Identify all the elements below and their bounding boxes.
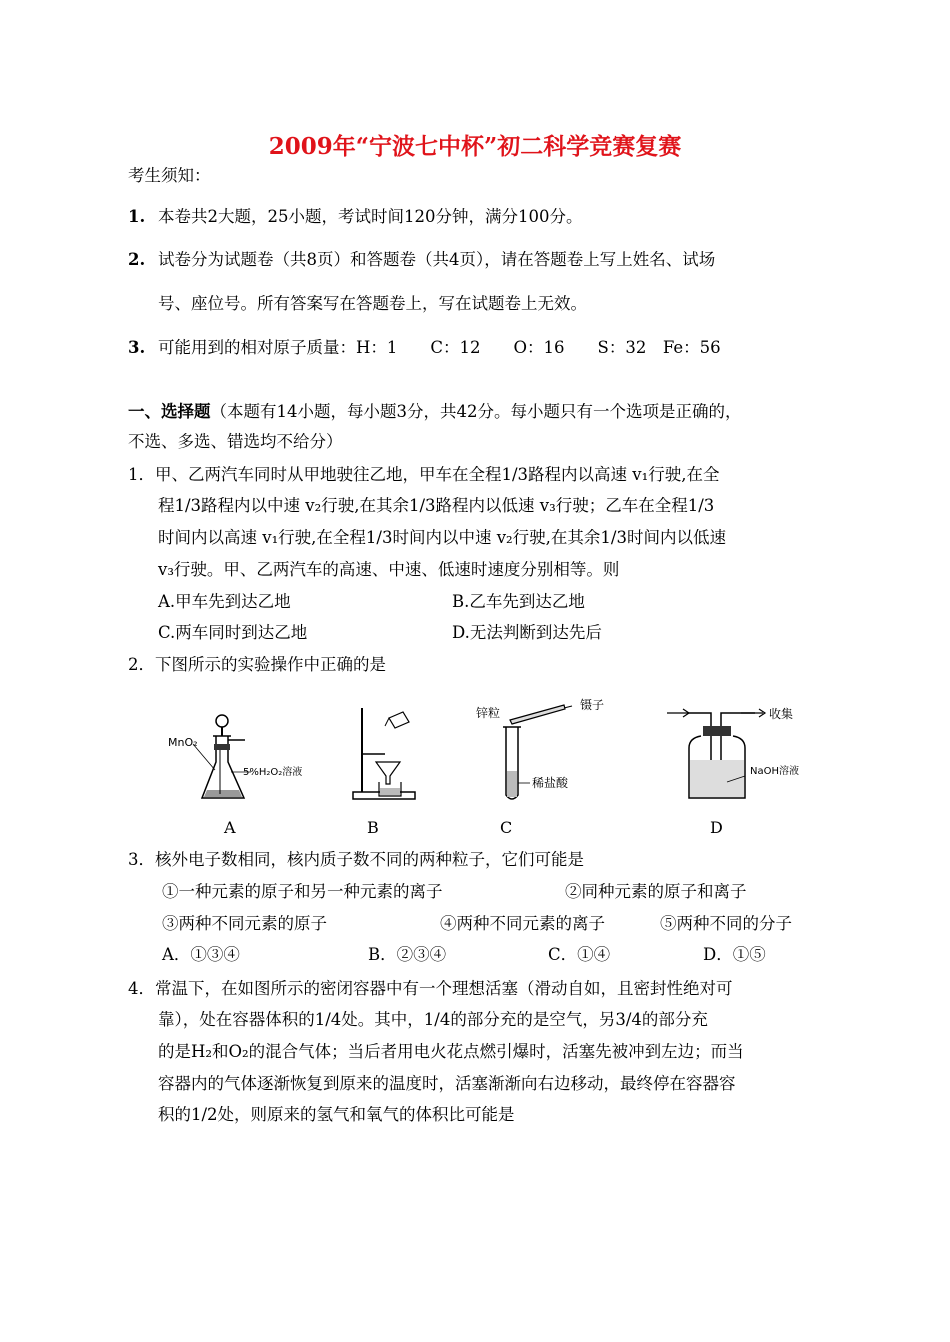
notice-item-text: 试卷分为试题卷（共8页）和答题卷（共4页），请在答题卷上写上姓名、试场 [158, 250, 716, 269]
h2o2-label: 5%H₂O₂溶液 [243, 767, 303, 778]
q3-option-d: D．①⑤ [703, 945, 766, 964]
notice-item-number: 1. [128, 207, 146, 226]
q3-stem: 3．核外电子数相同，核内质子数不同的两种粒子，它们可能是 [128, 850, 584, 869]
apparatus-b-figure [345, 704, 425, 804]
collect-label: 收集 [769, 707, 794, 721]
apparatus-a-figure [165, 712, 305, 804]
tweezers-label: 镊子 [580, 698, 605, 712]
figure-label-d: D [710, 818, 723, 837]
q3-option-c: C．①④ [548, 945, 611, 964]
q4-line-3: 的是H₂和O₂的混合气体；当后者用电火花点燃引爆时，活塞先被冲到左边；而当 [158, 1042, 744, 1061]
notice-item-number: 3. [128, 338, 146, 357]
mno2-label: MnO₂ [168, 736, 198, 749]
section-heading: 一、选择题 [128, 402, 211, 421]
q3-choice-3: ③两种不同元素的原子 [162, 914, 327, 933]
q3-choice-4: ④两种不同元素的离子 [440, 914, 605, 933]
notice-item-1 [128, 206, 582, 228]
hcl-label: 稀盐酸 [532, 776, 569, 790]
section-1-header [128, 401, 742, 423]
q1-line-1: 1．甲、乙两汽车同时从甲地驶往乙地，甲车在全程1/3路程内以高速 v₁行驶,在全 [128, 465, 720, 484]
q1-option-d: D.无法判断到达先后 [452, 623, 602, 642]
notice-heading: 考生须知： [128, 166, 211, 185]
q1-option-c: C.两车同时到达乙地 [158, 623, 308, 642]
q4-line-5: 积的1/2处，则原来的氢气和氧气的体积比可能是 [158, 1105, 515, 1124]
notice-item-text: 本卷共2大题，25小题，考试时间120分钟，满分100分。 [158, 207, 583, 226]
figure-label-a: A [224, 818, 236, 837]
zinc-label: 锌粒 [476, 706, 501, 720]
notice-item-3 [128, 337, 721, 359]
q4-line-1: 4．常温下，在如图所示的密闭容器中有一个理想活塞（滑动自如，且密封性绝对可 [128, 979, 733, 998]
q3-choice-5: ⑤两种不同的分子 [660, 914, 792, 933]
apparatus-d-figure [665, 702, 825, 806]
naoh-label: NaOH溶液 [750, 766, 799, 777]
figure-label-b: B [367, 818, 379, 837]
notice-item-2 [128, 249, 715, 271]
q3-choice-1: ①一种元素的原子和另一种元素的离子 [162, 882, 443, 901]
q1-line-3: 时间内以高速 v₁行驶,在全程1/3时间内以中速 v₂行驶,在其余1/3时间内以低速 [158, 528, 726, 547]
q1-line-2: 程1/3路程内以中速 v₂行驶,在其余1/3路程内以低速 v₃行驶；乙车在全程1/3 [158, 496, 715, 515]
q1-option-a: A.甲车先到达乙地 [158, 592, 291, 611]
section-1-desc-cont: 不选、多选、错选均不给分） [128, 432, 343, 451]
figure-label-c: C [500, 818, 513, 837]
notice-item-2-cont: 号、座位号。所有答案写在答题卷上，写在试题卷上无效。 [158, 294, 587, 313]
notice-item-text: 可能用到的相对原子质量：H：1 C：12 O：16 S：32 Fe：56 [158, 338, 721, 357]
exam-title: 2009年“宁波七中杯”初二科学竞赛复赛 [268, 133, 682, 160]
q4-line-4: 容器内的气体逐渐恢复到原来的温度时，活塞渐渐向右边移动，最终停在容器容 [158, 1074, 736, 1093]
apparatus-c-figure [472, 697, 622, 805]
q1-option-b: B.乙车先到达乙地 [452, 592, 585, 611]
q1-line-4: v₃行驶。甲、乙两汽车的高速、中速、低速时速度分别相等。则 [158, 560, 620, 579]
q4-line-2: 靠），处在容器体积的1/4处。其中，1/4的部分充的是空气，另3/4的部分充 [158, 1010, 708, 1029]
q3-option-b: B．②③④ [368, 945, 447, 964]
q2-stem: 2．下图所示的实验操作中正确的是 [128, 655, 386, 674]
notice-item-number: 2. [128, 250, 146, 269]
q3-option-a: A．①③④ [162, 945, 240, 964]
section-desc: （本题有14小题，每小题3分，共42分。每小题只有一个选项是正确的， [210, 402, 742, 421]
q3-choice-2: ②同种元素的原子和离子 [565, 882, 747, 901]
